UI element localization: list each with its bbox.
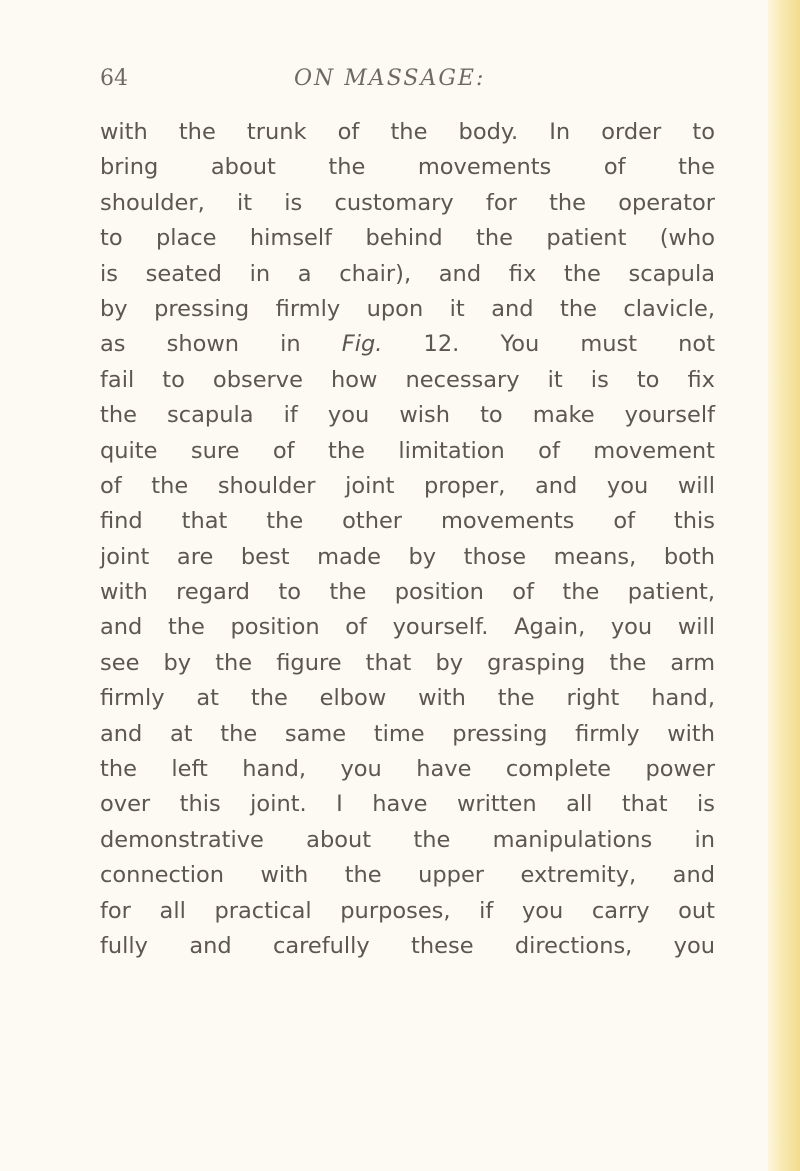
text-line: over this joint. I have written all that is [100, 791, 715, 818]
text-line: demonstrative about the manipulations in [100, 826, 715, 853]
body-text [100, 115, 715, 964]
running-head: ON MASSAGE: [294, 66, 486, 91]
text-line: shoulder, it is customary for the operator [100, 189, 715, 216]
page-number: 64 [100, 66, 128, 91]
text-line: joint are best made by those means, both [100, 543, 715, 570]
text-line: to place himself behind the patient (who [100, 225, 715, 252]
text-line: with regard to the position of the patient, [100, 579, 715, 606]
text-line: connection with the upper extremity, and [100, 862, 715, 889]
text-line: the scapula if you wish to make yourself [100, 402, 715, 429]
text-line: firmly at the elbow with the right hand, [100, 685, 715, 712]
text-segment: 12. You must not [423, 331, 716, 358]
text-line: of the shoulder joint proper, and you will [100, 472, 715, 499]
text-line: by pressing firmly upon it and the clavicle, [100, 295, 715, 322]
text-line: quite sure of the limitation of movement [100, 437, 715, 464]
text-line: is seated in a chair), and fix the scapula [100, 260, 715, 287]
text-line: with the trunk of the body. In order to [100, 119, 715, 145]
text-line: fully and carefully these directions, you [100, 932, 715, 959]
text-line: the left hand, you have complete power [100, 756, 715, 783]
page-edge [768, 0, 800, 1171]
text-line: find that the other movements of this [100, 508, 715, 535]
text-line: for all practical purposes, if you carry out [100, 897, 715, 924]
text-line: and the position of yourself. Again, you will [100, 614, 715, 641]
page-header [100, 66, 740, 106]
text-line: see by the figure that by grasping the arm [100, 649, 715, 676]
figure-reference: Fig. [341, 331, 383, 358]
text-line [100, 327, 715, 362]
text-segment: as shown in [100, 331, 301, 358]
text-line: fail to observe how necessary it is to fix [100, 366, 715, 393]
text-line: and at the same time pressing firmly with [100, 720, 715, 747]
text-line: bring about the movements of the [100, 154, 715, 181]
